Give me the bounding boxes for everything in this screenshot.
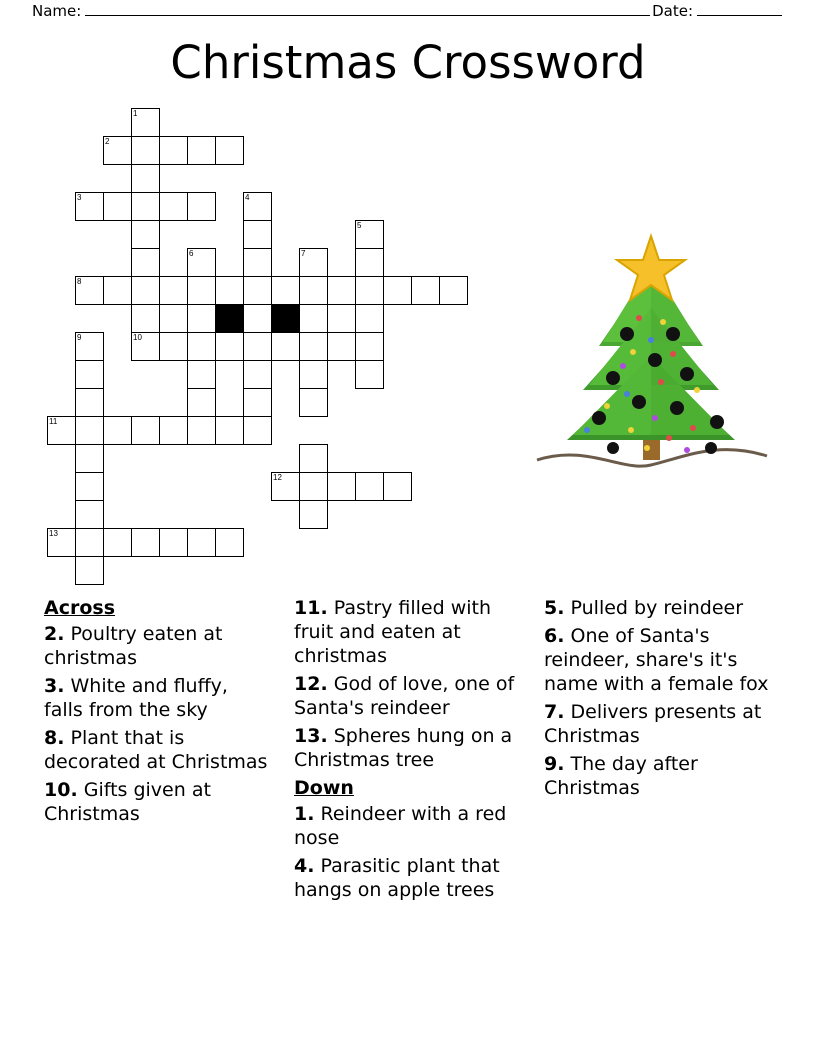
grid-cell[interactable] — [103, 276, 132, 305]
grid-cell[interactable] — [243, 248, 272, 277]
grid-cell[interactable] — [215, 528, 244, 557]
grid-cell[interactable] — [271, 472, 300, 501]
clue-text: The day after Christmas — [544, 753, 698, 799]
clue-text: Pulled by reindeer — [570, 597, 744, 619]
grid-cell[interactable] — [355, 304, 384, 333]
grid-cell[interactable] — [131, 528, 160, 557]
grid-cell-number: 9 — [77, 333, 82, 342]
grid-cell[interactable] — [243, 304, 272, 333]
clue-across-13 — [294, 724, 522, 772]
grid-cell[interactable] — [327, 472, 356, 501]
clue-number: 3. — [44, 675, 65, 697]
grid-cell-blocked — [215, 304, 244, 333]
grid-cell-number: 5 — [357, 221, 362, 230]
grid-cell[interactable] — [383, 472, 412, 501]
grid-cell-number: 11 — [49, 417, 58, 426]
clue-number: 8. — [44, 727, 65, 749]
clue-number: 6. — [544, 625, 565, 647]
grid-cell[interactable] — [299, 276, 328, 305]
clue-number: 10. — [44, 779, 78, 801]
clue-number: 1. — [294, 803, 315, 825]
grid-cell[interactable] — [271, 276, 300, 305]
grid-cell[interactable] — [299, 500, 328, 529]
grid-cell[interactable] — [131, 416, 160, 445]
clue-text: One of Santa's reindeer, share's it's name with a female fox — [544, 625, 769, 695]
down-heading: Down — [294, 777, 354, 799]
grid-cell[interactable] — [131, 108, 160, 137]
grid-cell[interactable] — [299, 472, 328, 501]
grid-cell[interactable] — [75, 556, 104, 585]
clue-text: God of love, one of Santa's reindeer — [294, 673, 515, 719]
grid-cell[interactable] — [187, 276, 216, 305]
clue-number: 12. — [294, 673, 328, 695]
page-title: Christmas Crossword — [170, 36, 646, 89]
grid-cell[interactable] — [439, 276, 468, 305]
grid-cell[interactable] — [159, 276, 188, 305]
grid-cell[interactable] — [383, 276, 412, 305]
grid-cell[interactable] — [103, 192, 132, 221]
grid-cell[interactable] — [159, 136, 188, 165]
grid-cell[interactable] — [75, 192, 104, 221]
name-date-row — [32, 2, 784, 20]
grid-cell[interactable] — [75, 416, 104, 445]
clue-number: 4. — [294, 855, 315, 877]
grid-cell[interactable] — [131, 192, 160, 221]
grid-cell-number: 4 — [245, 193, 250, 202]
grid-cell[interactable] — [187, 136, 216, 165]
grid-cell[interactable] — [131, 220, 160, 249]
grid-cell-number: 13 — [49, 529, 58, 538]
grid-cell[interactable] — [355, 248, 384, 277]
crossword-grid[interactable] — [47, 108, 477, 594]
name-write-line[interactable] — [85, 15, 650, 16]
grid-cell[interactable] — [75, 528, 104, 557]
clue-text: Poultry eaten at christmas — [44, 623, 223, 669]
grid-cell[interactable] — [187, 248, 216, 277]
grid-cell[interactable] — [243, 332, 272, 361]
clue-across-12 — [294, 672, 522, 720]
grid-cell[interactable] — [299, 444, 328, 473]
clue-text: Reindeer with a red nose — [294, 803, 507, 849]
grid-cell[interactable] — [327, 332, 356, 361]
grid-cell[interactable] — [271, 332, 300, 361]
clue-text: Spheres hung on a Christmas tree — [294, 725, 513, 771]
grid-cell[interactable] — [187, 192, 216, 221]
clue-text: Parasitic plant that hangs on apple trees — [294, 855, 500, 901]
grid-cell[interactable] — [131, 164, 160, 193]
grid-cell-number: 12 — [273, 473, 282, 482]
grid-cell[interactable] — [355, 360, 384, 389]
clue-number: 5. — [544, 597, 565, 619]
clues-column-middle — [294, 596, 522, 906]
grid-cell[interactable] — [243, 388, 272, 417]
clues-column-left — [44, 596, 272, 830]
grid-cell[interactable] — [75, 332, 104, 361]
grid-cell[interactable] — [327, 276, 356, 305]
clue-text: Delivers presents at Christmas — [544, 701, 762, 747]
clue-down-7 — [544, 700, 784, 748]
grid-cell[interactable] — [187, 304, 216, 333]
grid-cell[interactable] — [159, 192, 188, 221]
clue-number: 11. — [294, 597, 328, 619]
grid-cell[interactable] — [215, 416, 244, 445]
grid-cell[interactable] — [299, 388, 328, 417]
grid-cell-number: 2 — [105, 137, 110, 146]
grid-cell[interactable] — [103, 136, 132, 165]
grid-cell[interactable] — [243, 360, 272, 389]
grid-cell[interactable] — [355, 472, 384, 501]
clue-down-9 — [544, 752, 784, 800]
grid-cell[interactable] — [215, 276, 244, 305]
grid-cell[interactable] — [299, 304, 328, 333]
grid-cell[interactable] — [75, 360, 104, 389]
grid-cell[interactable] — [299, 248, 328, 277]
clue-number: 13. — [294, 725, 328, 747]
grid-cell[interactable] — [187, 360, 216, 389]
clues-section — [44, 596, 784, 906]
grid-cell[interactable] — [47, 528, 76, 557]
grid-cell-number: 1 — [133, 109, 138, 118]
grid-cell[interactable] — [215, 136, 244, 165]
grid-cell[interactable] — [411, 276, 440, 305]
christmas-tree-icon — [527, 222, 775, 477]
grid-cell[interactable] — [187, 332, 216, 361]
grid-cell-blocked — [271, 304, 300, 333]
grid-cell[interactable] — [187, 528, 216, 557]
clue-across-3 — [44, 674, 272, 722]
grid-cell-number: 7 — [301, 249, 306, 258]
across-heading: Across — [44, 597, 116, 619]
grid-cell[interactable] — [47, 416, 76, 445]
grid-cell[interactable] — [75, 472, 104, 501]
grid-cell[interactable] — [75, 500, 104, 529]
grid-cell[interactable] — [187, 416, 216, 445]
clue-across-8 — [44, 726, 272, 774]
clue-text: Gifts given at Christmas — [44, 779, 211, 825]
clue-text: Plant that is decorated at Christmas — [44, 727, 268, 773]
clue-number: 2. — [44, 623, 65, 645]
grid-cell-number: 10 — [133, 333, 142, 342]
grid-cell[interactable] — [355, 276, 384, 305]
grid-cell[interactable] — [355, 220, 384, 249]
grid-cell[interactable] — [299, 332, 328, 361]
grid-cell[interactable] — [131, 304, 160, 333]
clues-column-right — [544, 596, 784, 804]
grid-cell-number: 8 — [77, 277, 82, 286]
grid-cell[interactable] — [103, 528, 132, 557]
grid-cell[interactable] — [75, 444, 104, 473]
grid-cell[interactable] — [243, 220, 272, 249]
clue-across-10 — [44, 778, 272, 826]
grid-cell[interactable] — [243, 192, 272, 221]
grid-cell-number: 3 — [77, 193, 82, 202]
grid-cell[interactable] — [299, 360, 328, 389]
date-label: Date: — [652, 2, 693, 20]
name-label: Name: — [32, 2, 82, 20]
clue-across-2 — [44, 622, 272, 670]
grid-cell[interactable] — [131, 276, 160, 305]
clue-text: Pastry filled with fruit and eaten at christmas — [294, 597, 492, 667]
date-write-line[interactable] — [697, 15, 782, 16]
clue-number: 7. — [544, 701, 565, 723]
grid-cell[interactable] — [159, 332, 188, 361]
grid-cell[interactable] — [103, 416, 132, 445]
clue-down-1 — [294, 802, 522, 850]
clue-down-6 — [544, 624, 784, 696]
grid-cell[interactable] — [131, 248, 160, 277]
grid-cell[interactable] — [243, 276, 272, 305]
grid-cell[interactable] — [159, 416, 188, 445]
grid-cell[interactable] — [159, 528, 188, 557]
grid-cell[interactable] — [75, 388, 104, 417]
grid-cell-number: 6 — [189, 249, 194, 258]
grid-cell[interactable] — [355, 332, 384, 361]
grid-cell[interactable] — [131, 136, 160, 165]
clue-text: White and fluffy, falls from the sky — [44, 675, 228, 721]
grid-cell[interactable] — [187, 388, 216, 417]
clue-down-5 — [544, 596, 784, 620]
clue-number: 9. — [544, 753, 565, 775]
grid-cell[interactable] — [75, 276, 104, 305]
grid-cell[interactable] — [243, 416, 272, 445]
grid-cell[interactable] — [215, 332, 244, 361]
clue-across-11 — [294, 596, 522, 668]
clue-down-4 — [294, 854, 522, 902]
grid-cell[interactable] — [131, 332, 160, 361]
